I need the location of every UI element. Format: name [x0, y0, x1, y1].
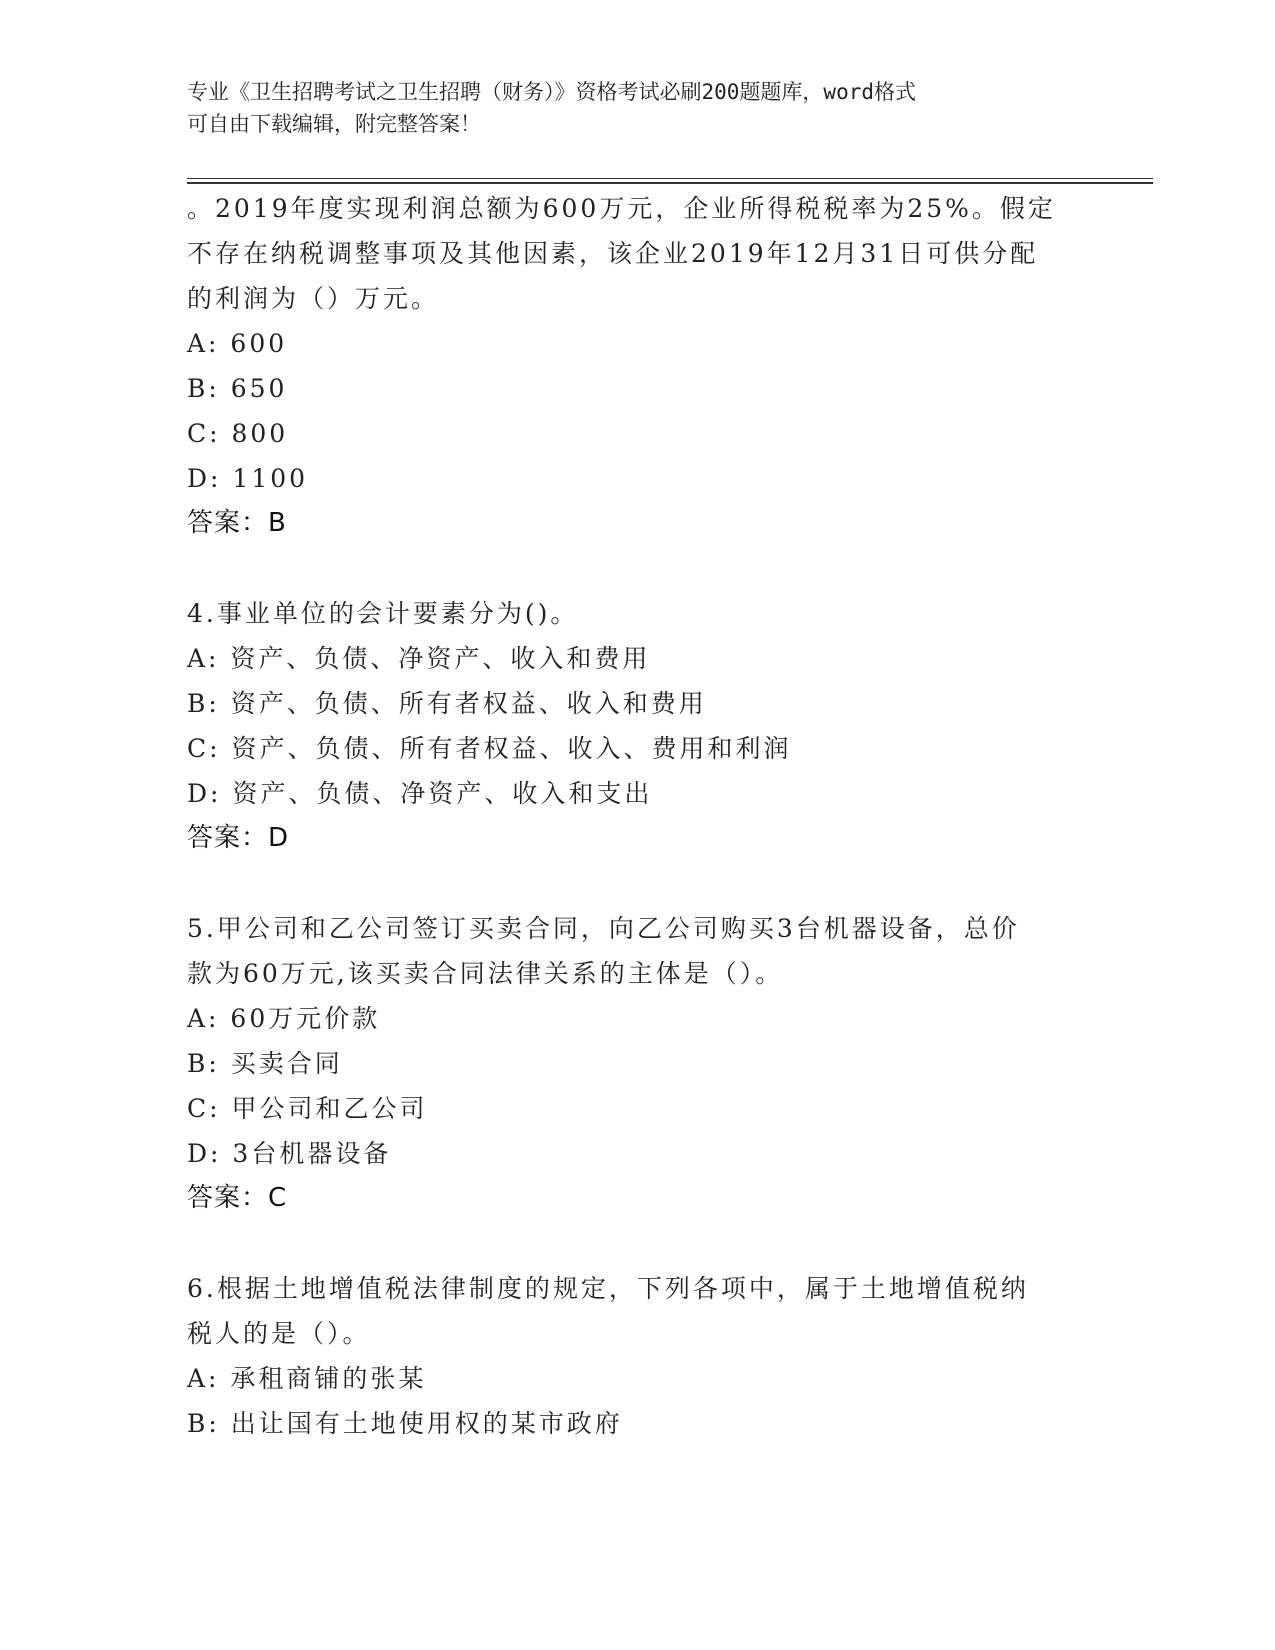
question-spacer — [187, 861, 1147, 906]
header-title-line-1: 专业《卫生招聘考试之卫生招聘（财务）》资格考试必刷200题题库，word格式 — [187, 80, 916, 104]
question-3-stem-line-1: 。2019年度实现利润总额为600万元，企业所得税税率为25%。假定 — [187, 194, 1056, 223]
question-6-stem-line-1: 6.根据土地增值税法律制度的规定，下列各项中，属于土地增值税纳 — [187, 1274, 1029, 1303]
question-4-answer: 答案：D — [187, 823, 290, 853]
document-header — [187, 76, 1087, 140]
question-3-option-c: C: 800 — [187, 419, 289, 448]
header-divider-thick — [187, 182, 1153, 184]
question-5 — [187, 906, 1147, 1221]
question-6 — [187, 1266, 1147, 1446]
question-4-option-c: C: 资产、负债、所有者权益、收入、费用和利润 — [187, 734, 792, 763]
question-5-stem-line-2: 款为60万元,该买卖合同法律关系的主体是（）。 — [187, 959, 784, 988]
question-spacer — [187, 1221, 1147, 1266]
question-6-option-b: B: 出让国有土地使用权的某市政府 — [187, 1409, 623, 1438]
question-list — [187, 186, 1147, 1446]
question-4 — [187, 591, 1147, 861]
question-3-answer: 答案：B — [187, 508, 287, 538]
question-3-option-a: A: 600 — [187, 329, 288, 358]
question-5-option-a: A: 60万元价款 — [187, 1004, 381, 1033]
question-5-option-b: B: 买卖合同 — [187, 1049, 343, 1078]
question-spacer — [187, 546, 1147, 591]
question-5-option-c: C: 甲公司和乙公司 — [187, 1094, 428, 1123]
question-3-stem-line-2: 不存在纳税调整事项及其他因素，该企业2019年12月31日可供分配 — [187, 239, 1039, 268]
question-5-option-d: D: 3台机器设备 — [187, 1139, 392, 1168]
question-3 — [187, 186, 1147, 546]
question-3-option-d: D: 1100 — [187, 464, 309, 493]
question-3-stem-line-3: 的利润为（）万元。 — [187, 284, 440, 313]
question-4-option-b: B: 资产、负债、所有者权益、收入和费用 — [187, 689, 707, 718]
question-6-stem-line-2: 税人的是（）。 — [187, 1319, 371, 1348]
question-4-stem-line-1: 4.事业单位的会计要素分为()。 — [187, 599, 579, 628]
question-5-stem-line-1: 5.甲公司和乙公司签订买卖合同，向乙公司购买3台机器设备，总价 — [187, 914, 1020, 943]
header-divider-thin — [187, 178, 1153, 179]
question-5-answer: 答案：C — [187, 1183, 288, 1213]
question-4-option-d: D: 资产、负债、净资产、收入和支出 — [187, 779, 653, 808]
question-4-option-a: A: 资产、负债、净资产、收入和费用 — [187, 644, 651, 673]
question-6-option-a: A: 承租商铺的张某 — [187, 1364, 427, 1393]
header-title-line-2: 可自由下载编辑，附完整答案！ — [187, 112, 481, 136]
question-3-option-b: B: 650 — [187, 374, 288, 403]
